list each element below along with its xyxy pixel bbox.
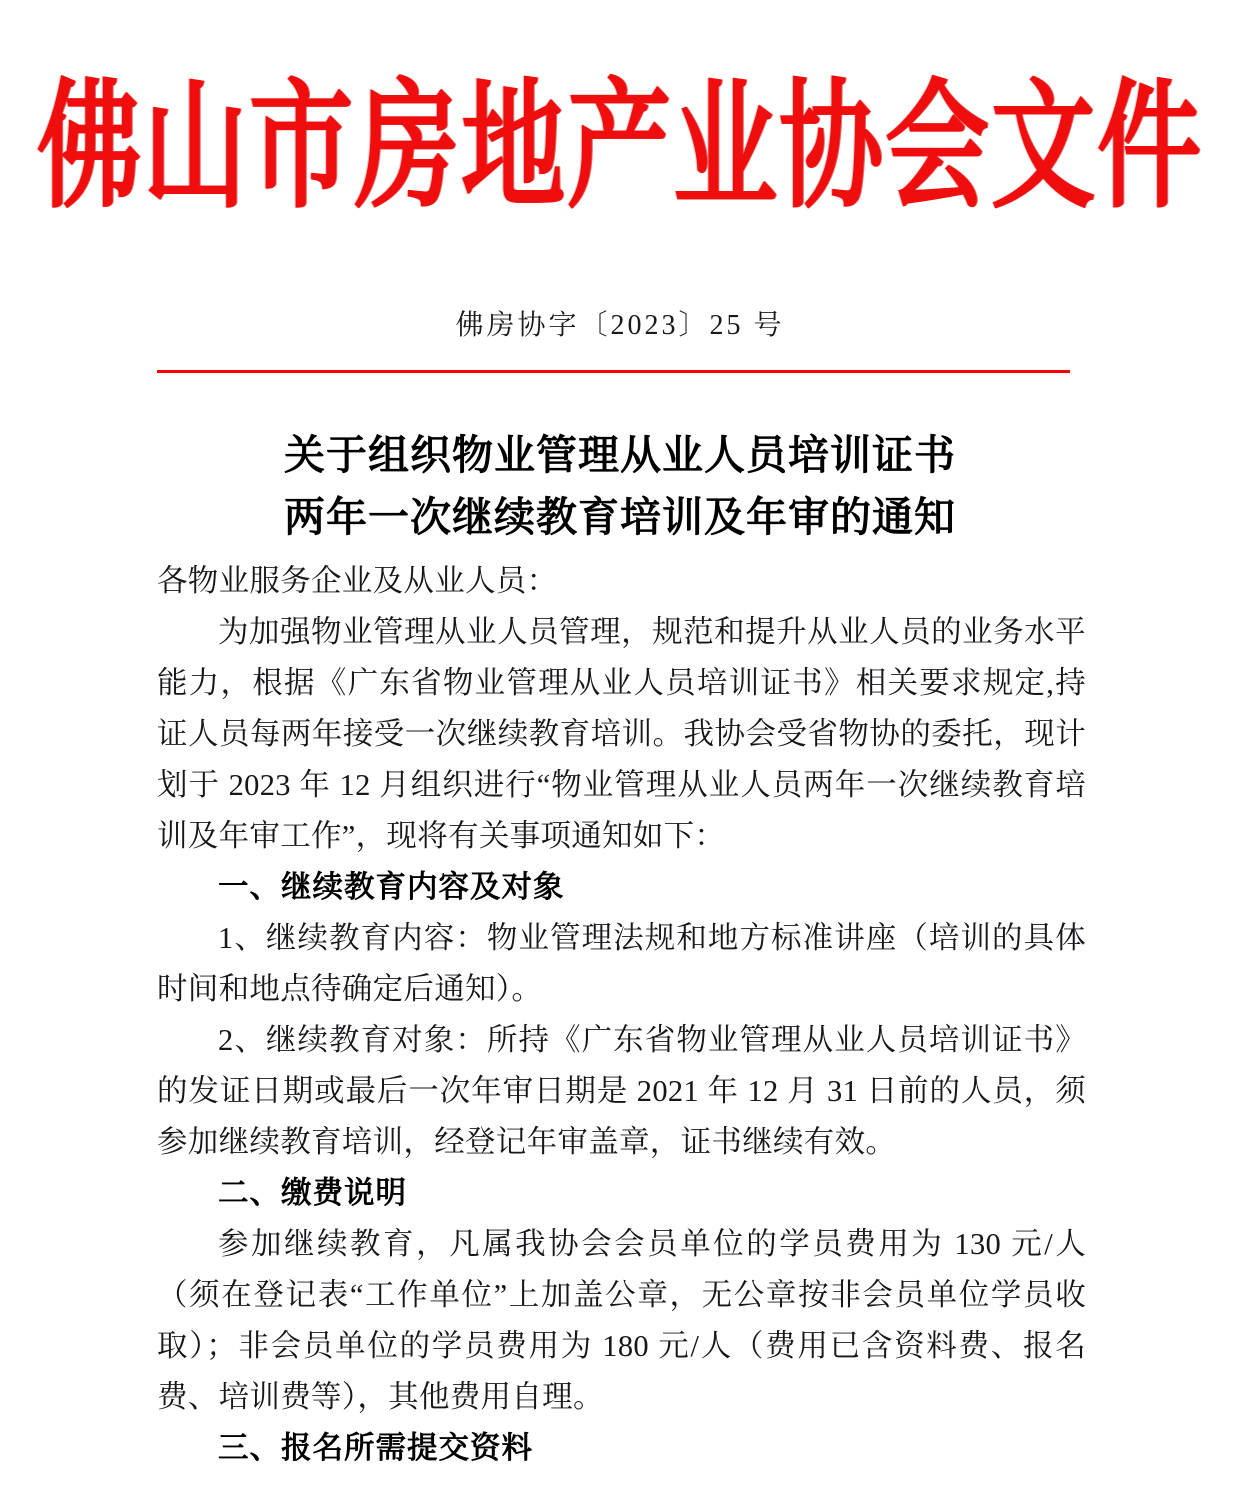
section-1-item-1: 1、继续教育内容：物业管理法规和地方标准讲座（培训的具体时间和地点待确定后通知）。 <box>157 921 1086 1006</box>
document-title-line-2: 两年一次继续教育培训及年审的通知 <box>284 494 956 540</box>
document-title <box>157 424 1083 548</box>
section-2-paragraph: 参加继续教育，凡属我协会会员单位的学员费用为 130 元/人（须在登记表“工作单位”上加盖公章，无公章按非会员单位学员收取）；非会员单位的学员费用为 180 元/人（费用已含资料费、报名费、培训费等），其他费用自理。 <box>157 1227 1086 1414</box>
document-title-line-1: 关于组织物业管理从业人员培训证书 <box>284 432 956 478</box>
masthead <box>0 69 1240 226</box>
salutation: 各物业服务企业及从业人员： <box>157 564 558 598</box>
section-1-heading: 一、继续教育内容及对象 <box>218 870 565 904</box>
section-1-item-2: 2、继续教育对象：所持《广东省物业管理从业人员培训证书》的发证日期或最后一次年审日期是 2021 年 12 月 31 日前的人员，须参加继续教育培训，经登记年审盖章，证书继续有效。 <box>157 1023 1086 1159</box>
intro-paragraph: 为加强物业管理从业人员管理，规范和提升从业人员的业务水平能力，根据《广东省物业管理从业人员培训证书》相关要求规定,持证人员每两年接受一次继续教育培训。我协会受省物协的委托，现计划于 2023 年 12 月组织进行“物业管理从业人员两年一次继续教育培训及年审工作”，现将有关事项通知如下： <box>157 615 1086 853</box>
masthead-title: 佛山市房地产业协会文件 <box>36 69 1203 226</box>
section-2-heading: 二、缴费说明 <box>218 1176 407 1210</box>
red-divider-rule <box>157 370 1070 373</box>
document-body <box>157 556 1086 1474</box>
section-3-heading: 三、报名所需提交资料 <box>218 1431 533 1465</box>
document-serial-number: 佛房协字〔2023〕25 号 <box>455 310 785 341</box>
